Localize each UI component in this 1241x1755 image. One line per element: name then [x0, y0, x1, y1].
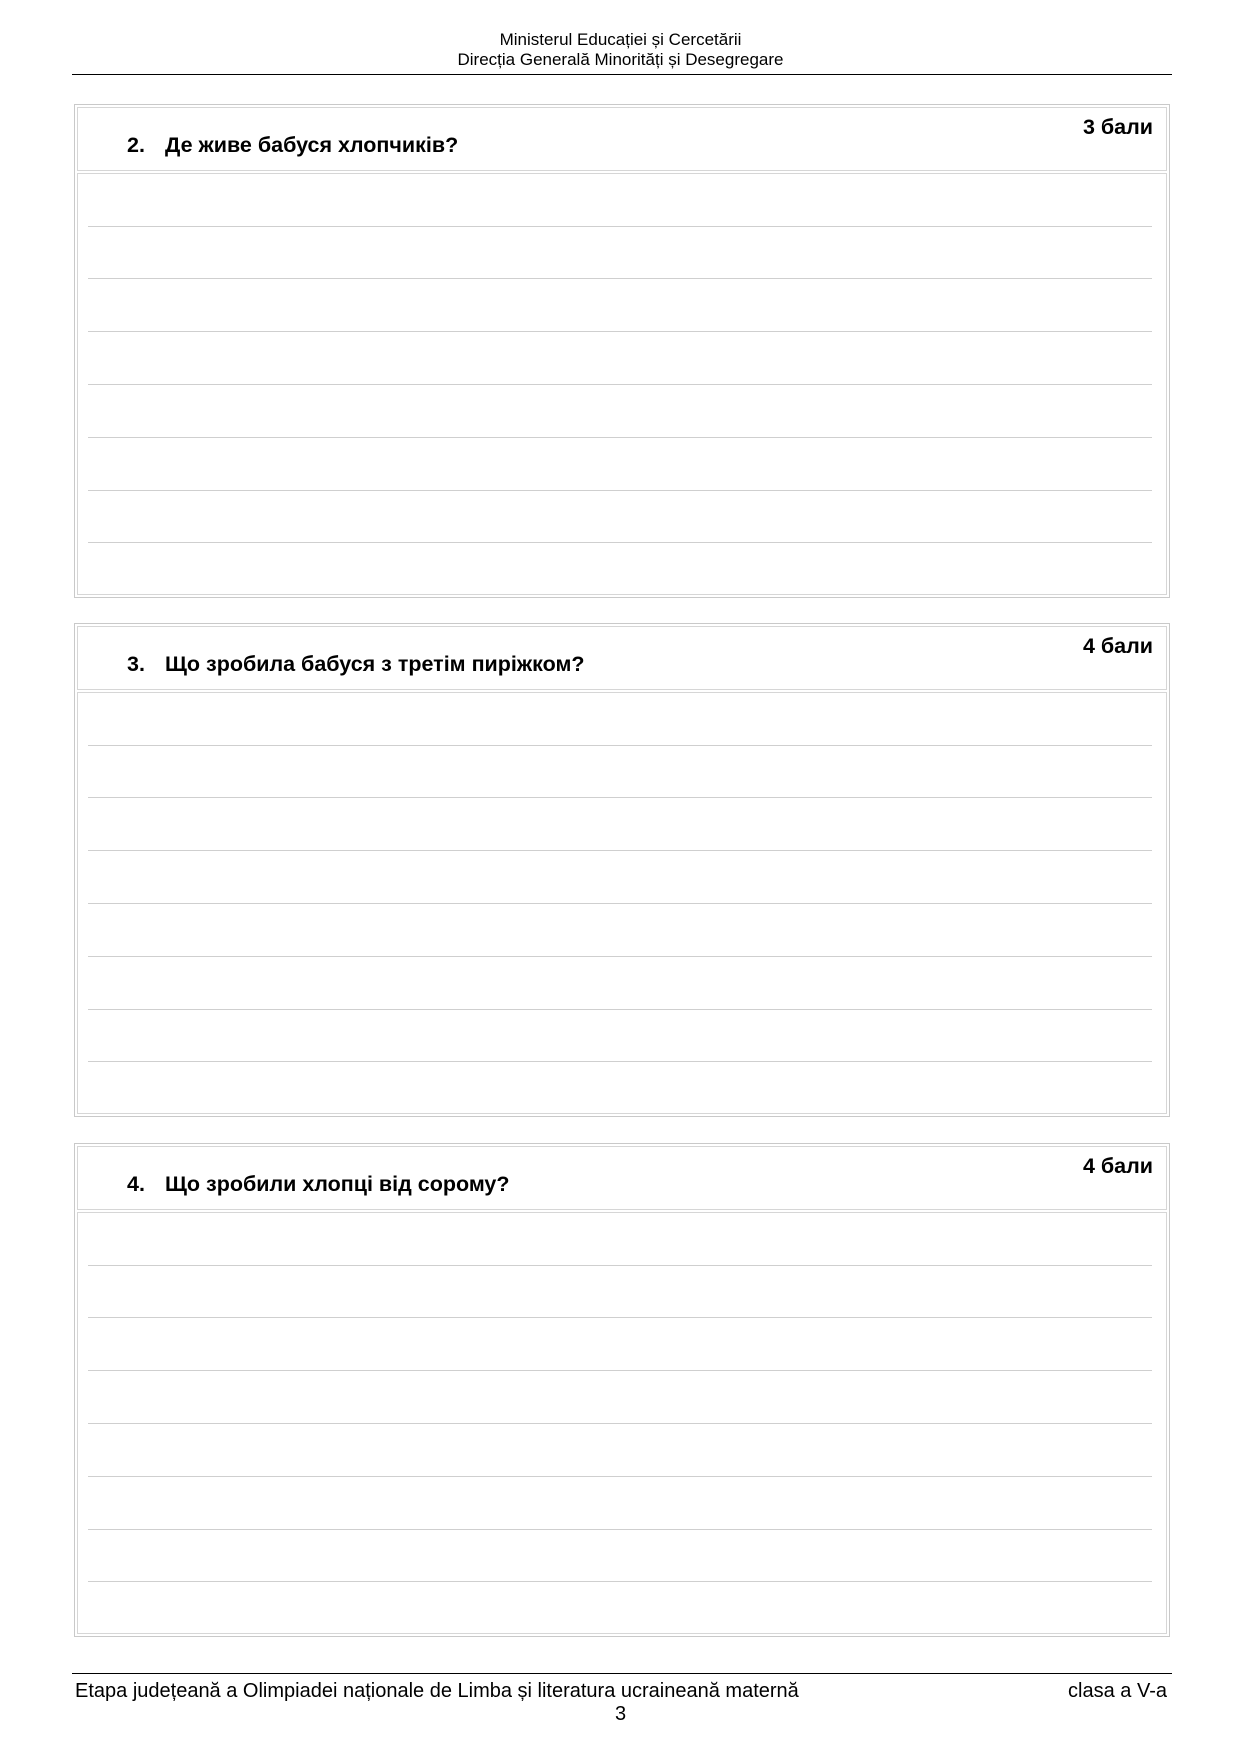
- question-points: 4 бали: [1082, 634, 1153, 658]
- question-number: 3.: [127, 652, 145, 676]
- question-text: Що зробили хлопці від сорому?: [165, 1172, 510, 1196]
- question-points: 3 бали: [1082, 115, 1153, 139]
- question-prompt: [127, 1172, 510, 1197]
- question-text: Де живе бабуся хлопчиків?: [165, 133, 459, 157]
- answer-line: [88, 1317, 1152, 1318]
- answer-line: [88, 1581, 1152, 1582]
- footer-exam-title: Etapa județeană a Olimpiadei naționale de Limba și literatura ucraineană maternă: [75, 1680, 799, 1702]
- question-block-2: [74, 104, 1170, 598]
- answer-line: [88, 384, 1152, 385]
- page-header: [0, 30, 1241, 70]
- question-prompt: [127, 652, 584, 677]
- answer-line: [88, 278, 1152, 279]
- answer-line: [88, 331, 1152, 332]
- answer-line: [88, 956, 1152, 957]
- question-header: [77, 626, 1167, 690]
- answer-area[interactable]: [77, 692, 1167, 1114]
- answer-line: [88, 226, 1152, 227]
- question-number: 2.: [127, 133, 145, 157]
- question-header: [77, 107, 1167, 171]
- answer-area[interactable]: [77, 1212, 1167, 1634]
- answer-line: [88, 1370, 1152, 1371]
- question-header: [77, 1146, 1167, 1210]
- answer-line: [88, 437, 1152, 438]
- footer-divider: [72, 1673, 1172, 1674]
- question-number: 4.: [127, 1172, 145, 1196]
- answer-line: [88, 1423, 1152, 1424]
- footer-class-label: clasa a V-a: [1068, 1680, 1167, 1702]
- answer-line: [88, 1265, 1152, 1266]
- answer-line: [88, 1061, 1152, 1062]
- header-divider: [72, 74, 1172, 75]
- answer-line: [88, 1529, 1152, 1530]
- question-text: Що зробила бабуся з третім пиріжком?: [165, 652, 585, 676]
- answer-area[interactable]: [77, 173, 1167, 595]
- answer-line: [88, 490, 1152, 491]
- header-directorate: Direcția Generală Minorități și Desegregare: [457, 50, 784, 69]
- answer-line: [88, 797, 1152, 798]
- question-block-3: [74, 623, 1170, 1117]
- answer-line: [88, 542, 1152, 543]
- answer-line: [88, 745, 1152, 746]
- question-points: 4 бали: [1082, 1154, 1153, 1178]
- answer-line: [88, 903, 1152, 904]
- question-block-4: [74, 1143, 1170, 1637]
- answer-line: [88, 1476, 1152, 1477]
- answer-line: [88, 1009, 1152, 1010]
- answer-line: [88, 850, 1152, 851]
- header-ministry: Ministerul Educației și Cercetării: [499, 30, 742, 49]
- page-number: 3: [614, 1703, 627, 1725]
- question-prompt: [127, 133, 458, 158]
